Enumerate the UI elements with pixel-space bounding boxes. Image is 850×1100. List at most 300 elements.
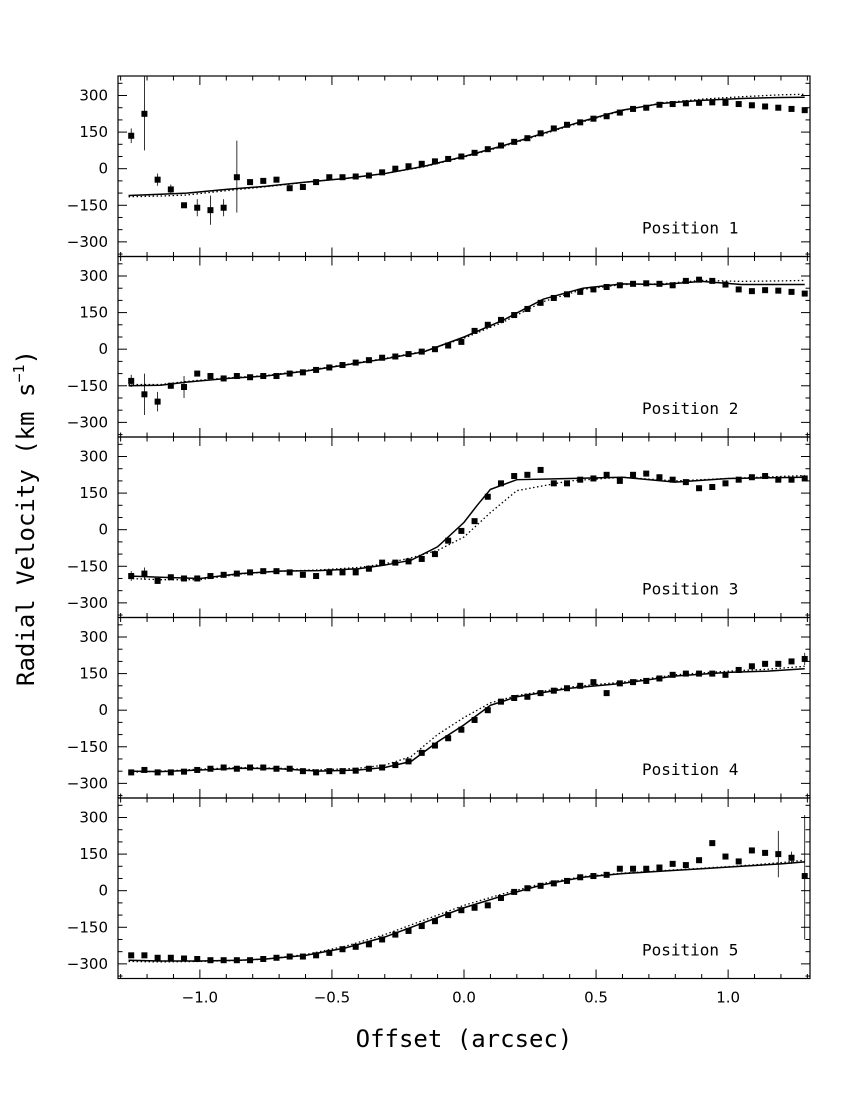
data-point: [458, 727, 464, 733]
y-tick-label: 300: [79, 808, 108, 827]
data-point: [379, 936, 385, 942]
data-point: [458, 528, 464, 534]
data-point: [643, 678, 649, 684]
y-tick-label: 150: [79, 484, 108, 503]
data-point: [379, 765, 385, 771]
data-point: [736, 286, 742, 292]
data-point: [775, 477, 781, 483]
data-point: [590, 286, 596, 292]
data-point: [485, 902, 491, 908]
data-point: [683, 671, 689, 677]
data-point: [789, 477, 795, 483]
data-point: [643, 471, 649, 477]
data-point: [524, 135, 530, 141]
data-point: [300, 954, 306, 960]
data-point: [538, 300, 544, 306]
data-point: [538, 883, 544, 889]
data-point: [260, 178, 266, 184]
data-point: [300, 184, 306, 190]
data-point: [630, 281, 636, 287]
data-point: [221, 205, 227, 211]
data-point: [736, 858, 742, 864]
data-point: [617, 680, 623, 686]
data-point: [670, 282, 676, 288]
data-point: [802, 873, 808, 879]
data-point: [775, 288, 781, 294]
data-point: [802, 291, 808, 297]
y-tick-label: 300: [79, 267, 108, 286]
data-point: [353, 360, 359, 366]
data-point: [617, 866, 623, 872]
data-point: [366, 766, 372, 772]
data-point: [392, 354, 398, 360]
data-point: [432, 158, 438, 164]
data-point: [775, 851, 781, 857]
data-point: [247, 179, 253, 185]
data-point: [366, 941, 372, 947]
data-point: [670, 861, 676, 867]
data-point: [392, 932, 398, 938]
data-point: [604, 113, 610, 119]
data-point: [524, 694, 530, 700]
data-point: [221, 572, 227, 578]
data-point: [221, 765, 227, 771]
data-point: [260, 373, 266, 379]
data-point: [168, 186, 174, 192]
data-point: [326, 768, 332, 774]
data-point: [670, 101, 676, 107]
data-point: [168, 383, 174, 389]
y-tick-label: 150: [79, 845, 108, 864]
data-point: [762, 850, 768, 856]
data-point: [551, 688, 557, 694]
data-point: [485, 707, 491, 713]
data-point: [472, 717, 478, 723]
data-point: [207, 573, 213, 579]
data-point: [498, 143, 504, 149]
data-point: [736, 477, 742, 483]
data-point: [683, 278, 689, 284]
data-point: [445, 912, 451, 918]
data-point: [564, 122, 570, 128]
y-tick-label: −300: [66, 774, 108, 793]
data-point: [406, 758, 412, 764]
y-tick-label: 150: [79, 303, 108, 322]
data-point: [181, 769, 187, 775]
data-point: [485, 322, 491, 328]
data-point: [722, 282, 728, 288]
data-point: [445, 735, 451, 741]
data-point: [736, 101, 742, 107]
data-point: [551, 295, 557, 301]
data-point: [379, 355, 385, 361]
data-point: [366, 173, 372, 179]
data-point: [445, 538, 451, 544]
panel-label: Position 3: [642, 579, 739, 599]
data-point: [683, 100, 689, 106]
data-point: [722, 672, 728, 678]
data-point: [564, 685, 570, 691]
data-point: [670, 477, 676, 483]
data-point: [670, 672, 676, 678]
x-axis-title: Offset (arcsec): [355, 1025, 573, 1053]
data-point: [762, 103, 768, 109]
data-point: [524, 472, 530, 478]
panel-1: [67, 76, 810, 257]
y-tick-label: 150: [79, 123, 108, 142]
data-point: [722, 854, 728, 860]
data-point: [194, 767, 200, 773]
data-point: [617, 478, 623, 484]
data-point: [472, 328, 478, 334]
model-curve-solid: [129, 477, 805, 578]
data-point: [551, 125, 557, 131]
data-point: [538, 690, 544, 696]
model-curve-solid: [129, 97, 805, 195]
data-point: [260, 956, 266, 962]
data-point: [287, 371, 293, 377]
data-point: [577, 119, 583, 125]
data-point: [353, 569, 359, 575]
data-point: [273, 766, 279, 772]
model-curve-dotted: [129, 666, 805, 772]
data-point: [326, 364, 332, 370]
data-point: [340, 946, 346, 952]
y-axis-title-main: Radial Velocity (km s: [12, 382, 40, 686]
data-point: [392, 560, 398, 566]
data-point: [630, 472, 636, 478]
panel-2: [67, 257, 810, 438]
data-point: [247, 569, 253, 575]
data-point: [789, 855, 795, 861]
x-tick-labels: [182, 989, 740, 1007]
data-point: [128, 133, 134, 139]
data-point: [749, 102, 755, 108]
data-point: [234, 373, 240, 379]
data-point: [604, 284, 610, 290]
data-point: [590, 873, 596, 879]
data-point: [194, 371, 200, 377]
data-point: [128, 952, 134, 958]
data-point: [643, 866, 649, 872]
y-tick-label: −300: [66, 593, 108, 612]
y-tick-label: −300: [66, 413, 108, 432]
data-point: [683, 479, 689, 485]
data-point: [313, 769, 319, 775]
data-point: [168, 574, 174, 580]
data-point: [802, 107, 808, 113]
data-point: [155, 955, 161, 961]
data-point: [762, 287, 768, 293]
data-point: [181, 575, 187, 581]
data-point: [564, 480, 570, 486]
data-point: [577, 477, 583, 483]
data-point: [247, 374, 253, 380]
data-point: [287, 954, 293, 960]
y-tick-label: −150: [66, 376, 108, 395]
data-point: [709, 671, 715, 677]
data-point: [511, 139, 517, 145]
data-point: [221, 957, 227, 963]
data-point: [273, 955, 279, 961]
data-point: [247, 765, 253, 771]
data-point: [234, 571, 240, 577]
data-point: [617, 282, 623, 288]
data-point: [207, 207, 213, 213]
data-point: [353, 173, 359, 179]
data-point: [379, 169, 385, 175]
data-point: [128, 769, 134, 775]
data-point: [656, 474, 662, 480]
data-point: [577, 683, 583, 689]
data-point: [604, 872, 610, 878]
data-point: [419, 750, 425, 756]
data-point: [604, 690, 610, 696]
y-tick-label: 300: [79, 86, 108, 105]
y-tick-label: 300: [79, 447, 108, 466]
data-point: [656, 102, 662, 108]
data-point: [538, 467, 544, 473]
data-point: [498, 480, 504, 486]
data-point: [511, 695, 517, 701]
data-point: [340, 768, 346, 774]
data-point: [551, 480, 557, 486]
data-point: [155, 177, 161, 183]
y-axis-title: [10, 350, 40, 686]
model-curve-solid: [129, 669, 805, 772]
data-point: [326, 174, 332, 180]
data-point: [432, 551, 438, 557]
data-point: [141, 111, 147, 117]
data-point: [313, 952, 319, 958]
data-point: [340, 174, 346, 180]
panel-label: Position 2: [642, 399, 739, 418]
data-point: [353, 944, 359, 950]
data-point: [590, 475, 596, 481]
data-point: [630, 106, 636, 112]
model-curve-dotted: [129, 280, 805, 384]
data-point: [445, 156, 451, 162]
y-axis-title-sup: −1: [10, 364, 28, 383]
data-point: [273, 373, 279, 379]
data-point: [762, 473, 768, 479]
data-point: [181, 384, 187, 390]
data-point: [340, 362, 346, 368]
data-point: [736, 667, 742, 673]
data-point: [696, 277, 702, 283]
data-point: [313, 573, 319, 579]
data-point: [458, 339, 464, 345]
data-point: [181, 202, 187, 208]
data-point: [604, 472, 610, 478]
data-point: [617, 110, 623, 116]
data-point: [538, 130, 544, 136]
data-point: [207, 373, 213, 379]
data-point: [643, 280, 649, 286]
data-point: [300, 369, 306, 375]
data-point: [260, 765, 266, 771]
x-tick-label: 1.0: [716, 988, 741, 1007]
data-point: [313, 179, 319, 185]
data-point: [472, 518, 478, 524]
data-point: [524, 306, 530, 312]
data-point: [168, 955, 174, 961]
data-point: [485, 494, 491, 500]
data-point: [419, 349, 425, 355]
data-point: [326, 569, 332, 575]
y-tick-label: 0: [98, 159, 108, 178]
data-point: [472, 150, 478, 156]
data-point: [762, 661, 768, 667]
data-point: [432, 743, 438, 749]
y-tick-label: 0: [98, 881, 108, 900]
model-curve-dotted: [129, 476, 805, 580]
data-point: [696, 857, 702, 863]
panel-5: [67, 798, 810, 979]
data-point: [498, 699, 504, 705]
model-curve-solid: [129, 281, 805, 385]
data-point: [630, 866, 636, 872]
x-tick-label: −1.0: [181, 988, 219, 1007]
data-point: [340, 569, 346, 575]
panel-3: [67, 437, 810, 618]
data-point: [590, 679, 596, 685]
data-point: [511, 312, 517, 318]
data-point: [630, 679, 636, 685]
data-point: [749, 663, 755, 669]
data-point: [392, 166, 398, 172]
y-tick-label: −150: [66, 918, 108, 937]
data-point: [564, 878, 570, 884]
data-point: [775, 661, 781, 667]
data-point: [722, 480, 728, 486]
data-point: [656, 865, 662, 871]
y-tick-label: 0: [98, 520, 108, 539]
data-point: [260, 568, 266, 574]
data-point: [406, 928, 412, 934]
data-point: [656, 675, 662, 681]
data-point: [458, 153, 464, 159]
data-point: [406, 558, 412, 564]
data-point: [234, 957, 240, 963]
data-point: [432, 918, 438, 924]
data-point: [207, 957, 213, 963]
data-point: [128, 573, 134, 579]
panel-label: Position 4: [642, 760, 739, 779]
data-point: [194, 575, 200, 581]
data-point: [709, 99, 715, 105]
data-point: [590, 116, 596, 122]
data-point: [498, 895, 504, 901]
data-point: [128, 378, 134, 384]
data-point: [287, 766, 293, 772]
data-point: [234, 766, 240, 772]
data-point: [802, 656, 808, 662]
data-point: [722, 100, 728, 106]
data-point: [379, 560, 385, 566]
data-point: [392, 762, 398, 768]
data-point: [524, 885, 530, 891]
data-point: [709, 278, 715, 284]
data-point: [194, 956, 200, 962]
data-point: [683, 862, 689, 868]
data-point: [207, 766, 213, 772]
data-point: [709, 484, 715, 490]
data-point: [643, 105, 649, 111]
panel-label: Position 5: [642, 940, 739, 960]
data-point: [300, 768, 306, 774]
data-point: [709, 840, 715, 846]
data-point: [419, 556, 425, 562]
data-point: [155, 578, 161, 584]
data-point: [696, 100, 702, 106]
data-point: [511, 889, 517, 895]
data-point: [577, 289, 583, 295]
data-point: [445, 343, 451, 349]
data-point: [406, 351, 412, 357]
data-point: [551, 880, 557, 886]
data-point: [577, 874, 583, 880]
data-point: [313, 367, 319, 373]
data-point: [419, 161, 425, 167]
data-point: [511, 473, 517, 479]
panels-group: [67, 76, 810, 979]
data-point: [155, 399, 161, 405]
data-point: [168, 769, 174, 775]
data-point: [802, 475, 808, 481]
data-point: [419, 923, 425, 929]
data-point: [472, 905, 478, 911]
data-point: [656, 281, 662, 287]
data-point: [789, 106, 795, 112]
data-point: [273, 568, 279, 574]
data-point: [273, 177, 279, 183]
y-tick-label: −300: [66, 954, 108, 973]
data-point: [696, 671, 702, 677]
data-point: [696, 485, 702, 491]
data-point: [366, 566, 372, 572]
y-axis-title-close: ): [12, 350, 40, 365]
x-tick-label: −0.5: [313, 988, 351, 1007]
data-point: [498, 317, 504, 323]
data-point: [458, 907, 464, 913]
data-point: [141, 952, 147, 958]
data-point: [789, 289, 795, 295]
data-point: [366, 357, 372, 363]
panel-label: Position 1: [642, 218, 739, 238]
data-point: [353, 768, 359, 774]
y-tick-label: 0: [98, 701, 108, 720]
data-point: [287, 185, 293, 191]
data-point: [234, 174, 240, 180]
data-point: [406, 163, 412, 169]
y-tick-label: 150: [79, 664, 108, 683]
x-tick-label: 0.0: [452, 988, 476, 1007]
data-point: [775, 105, 781, 111]
data-point: [749, 474, 755, 480]
model-curve-dotted: [129, 94, 805, 196]
data-point: [181, 955, 187, 961]
panel-4: [67, 618, 810, 799]
data-point: [247, 957, 253, 963]
y-tick-label: −300: [66, 232, 108, 251]
data-point: [141, 571, 147, 577]
data-point: [221, 375, 227, 381]
y-tick-label: 0: [98, 340, 108, 359]
data-point: [300, 572, 306, 578]
y-tick-label: −150: [66, 196, 108, 215]
y-tick-label: −150: [66, 737, 108, 756]
